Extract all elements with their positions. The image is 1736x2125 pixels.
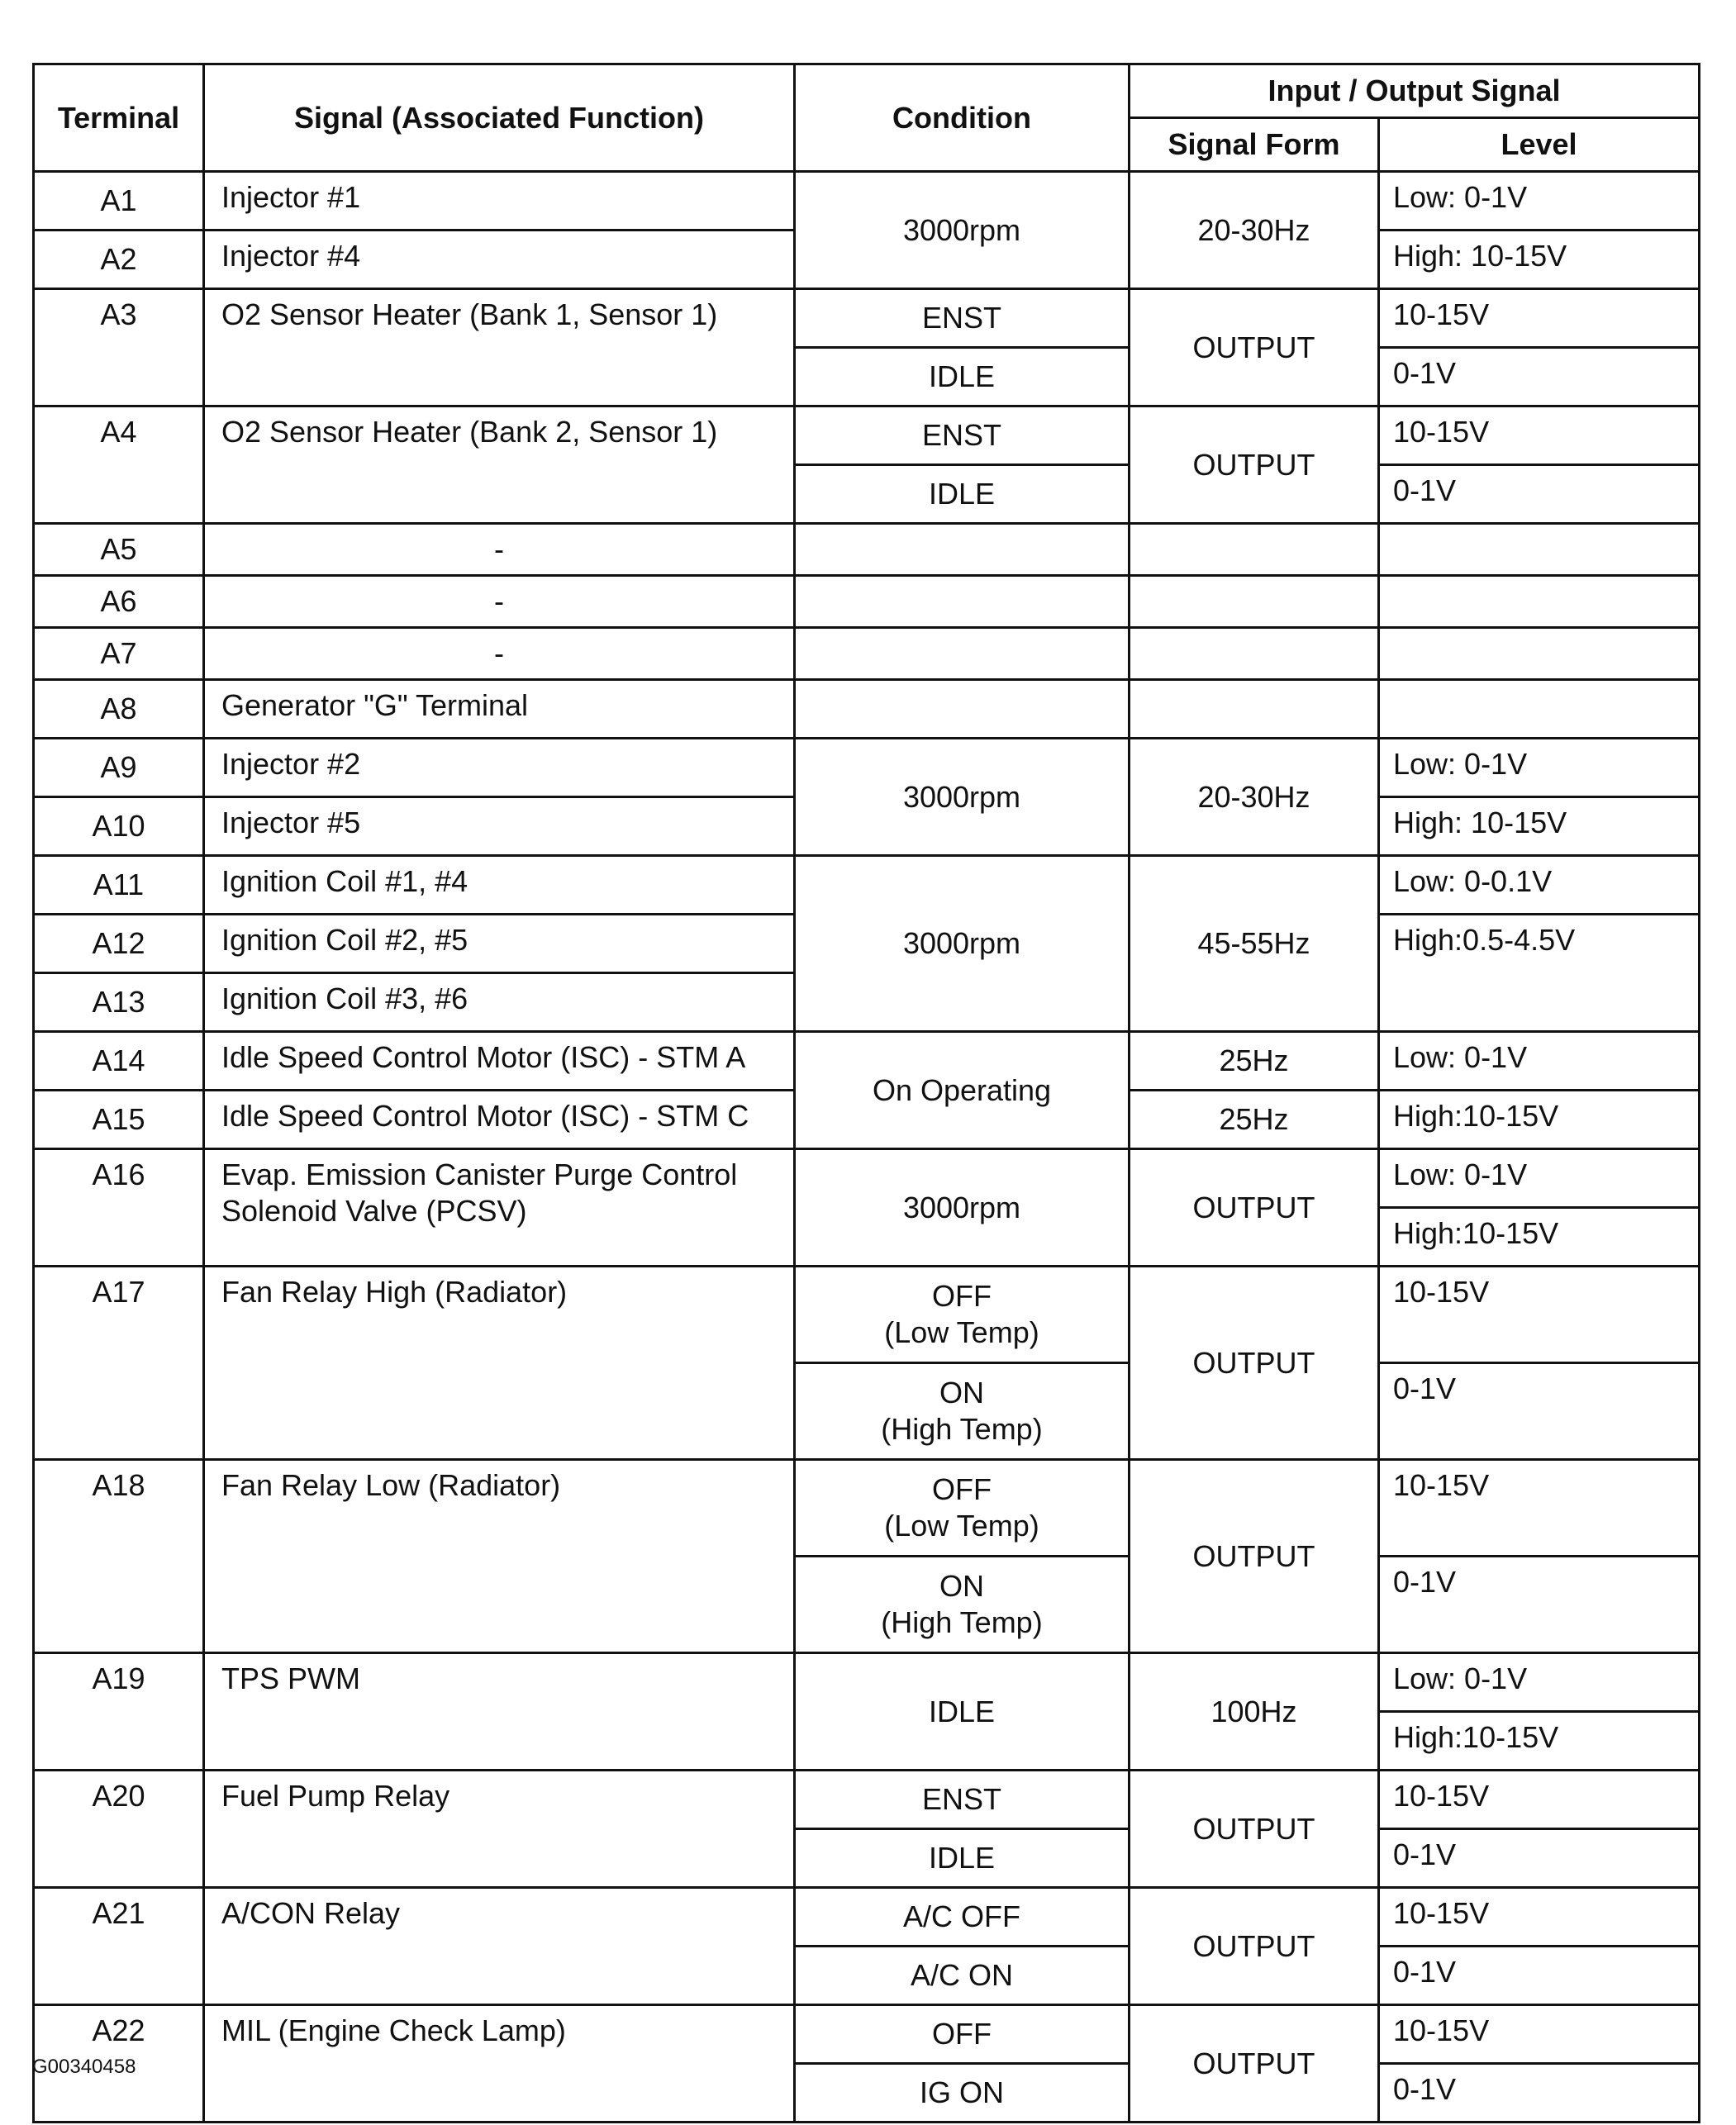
header-level: Level [1379,118,1700,172]
table-row [34,856,1700,915]
terminal-cell: A16 [34,1149,204,1267]
signal-form-cell [1130,680,1379,739]
table-row [34,289,1700,348]
condition-cell: 3000rpm [795,856,1130,1032]
level-cell: 10-15V [1379,1888,1700,1947]
terminal-cell: A6 [34,576,204,628]
level-cell: 0-1V [1379,348,1700,406]
level-cell: 0-1V [1379,2064,1700,2123]
condition-cell: A/C OFF [795,1888,1130,1947]
level-cell: High:10-15V [1379,1712,1700,1771]
signal-cell: Injector #1 [204,172,795,231]
signal-cell: - [204,524,795,576]
signal-form-cell: 100Hz [1130,1653,1379,1771]
terminal-cell: A1 [34,172,204,231]
condition-cell: IDLE [795,1829,1130,1888]
level-cell: 10-15V [1379,2005,1700,2064]
terminal-cell: A14 [34,1032,204,1091]
condition-cell [795,1557,1130,1653]
level-cell [1379,680,1700,739]
table-row [34,2005,1700,2064]
condition-line: OFF [932,1279,992,1313]
level-cell: 10-15V [1379,1771,1700,1829]
signal-cell [204,1149,795,1267]
signal-cell: Idle Speed Control Motor (ISC) - STM A [204,1032,795,1091]
condition-line: (High Temp) [881,1605,1043,1639]
condition-cell: ENST [795,406,1130,465]
terminal-cell: A20 [34,1771,204,1888]
level-cell [1379,524,1700,576]
terminal-cell: A19 [34,1653,204,1771]
signal-form-cell: OUTPUT [1130,1460,1379,1653]
table-row [34,1888,1700,1947]
header-io-signal: Input / Output Signal [1130,64,1700,118]
table-row [34,524,1700,576]
table-row [34,628,1700,680]
terminal-cell: A21 [34,1888,204,2005]
terminal-cell: A10 [34,797,204,856]
terminal-cell: A5 [34,524,204,576]
condition-cell: ENST [795,1771,1130,1829]
condition-cell: OFF [795,2005,1130,2064]
signal-form-cell: 45-55Hz [1130,856,1379,1032]
level-cell: High:0.5-4.5V [1379,915,1700,1032]
table-row [34,172,1700,231]
signal-cell: Ignition Coil #3, #6 [204,973,795,1032]
terminal-cell: A3 [34,289,204,406]
signal-form-cell: OUTPUT [1130,1771,1379,1888]
header-signal: Signal (Associated Function) [204,64,795,172]
signal-cell: TPS PWM [204,1653,795,1771]
terminal-cell: A17 [34,1267,204,1460]
condition-cell: 3000rpm [795,1149,1130,1267]
condition-line: ON [939,1376,984,1410]
signal-form-cell: OUTPUT [1130,289,1379,406]
terminal-cell: A12 [34,915,204,973]
signal-cell: Fan Relay Low (Radiator) [204,1460,795,1653]
condition-cell [795,680,1130,739]
level-cell: 0-1V [1379,1829,1700,1888]
signal-form-cell: OUTPUT [1130,1267,1379,1460]
condition-line: (Low Temp) [884,1315,1039,1349]
level-cell: 10-15V [1379,406,1700,465]
terminal-cell: A8 [34,680,204,739]
level-cell: 0-1V [1379,1363,1700,1460]
condition-cell: IDLE [795,465,1130,524]
level-cell: Low: 0-1V [1379,172,1700,231]
table-row [34,1653,1700,1712]
terminal-cell: A13 [34,973,204,1032]
level-cell: Low: 0-1V [1379,739,1700,797]
signal-cell: Fan Relay High (Radiator) [204,1267,795,1460]
signal-form-cell: 25Hz [1130,1091,1379,1149]
condition-cell: 3000rpm [795,172,1130,289]
terminal-signal-table-container [32,63,1698,2123]
signal-line: Evap. Emission Canister Purge Control [221,1158,738,1191]
condition-cell [795,576,1130,628]
signal-form-cell [1130,628,1379,680]
signal-form-cell: OUTPUT [1130,406,1379,524]
signal-cell: Fuel Pump Relay [204,1771,795,1888]
table-row [34,576,1700,628]
terminal-cell: A7 [34,628,204,680]
level-cell [1379,576,1700,628]
signal-form-cell: OUTPUT [1130,2005,1379,2123]
condition-cell [795,1267,1130,1363]
condition-line: (High Temp) [881,1412,1043,1446]
table-row [34,680,1700,739]
condition-cell: On Operating [795,1032,1130,1149]
signal-form-cell [1130,576,1379,628]
figure-id: G00340458 [32,2056,136,2078]
signal-cell: Ignition Coil #2, #5 [204,915,795,973]
signal-form-cell: 20-30Hz [1130,172,1379,289]
terminal-cell: A4 [34,406,204,524]
level-cell: 10-15V [1379,289,1700,348]
level-cell: 10-15V [1379,1267,1700,1363]
signal-form-cell: 25Hz [1130,1032,1379,1091]
terminal-cell: A22 [34,2005,204,2123]
signal-cell: Ignition Coil #1, #4 [204,856,795,915]
level-cell: 0-1V [1379,465,1700,524]
level-cell: High: 10-15V [1379,231,1700,289]
header-condition: Condition [795,64,1130,172]
signal-cell: Idle Speed Control Motor (ISC) - STM C [204,1091,795,1149]
condition-line: OFF [932,1472,992,1506]
table-row [34,1267,1700,1363]
header-terminal: Terminal [34,64,204,172]
level-cell: Low: 0-1V [1379,1149,1700,1208]
terminal-signal-table [32,63,1700,2123]
level-cell: 0-1V [1379,1557,1700,1653]
signal-form-cell: OUTPUT [1130,1149,1379,1267]
level-cell [1379,628,1700,680]
table-row [34,739,1700,797]
signal-cell: Injector #5 [204,797,795,856]
condition-cell: 3000rpm [795,739,1130,856]
condition-cell: IDLE [795,348,1130,406]
signal-line: Solenoid Valve (PCSV) [221,1194,527,1228]
level-cell: Low: 0-1V [1379,1032,1700,1091]
condition-cell: IG ON [795,2064,1130,2123]
signal-form-cell [1130,524,1379,576]
condition-cell [795,1460,1130,1557]
table-row [34,406,1700,465]
signal-cell: - [204,576,795,628]
level-cell: 0-1V [1379,1947,1700,2005]
signal-cell: Generator "G" Terminal [204,680,795,739]
condition-cell: ENST [795,289,1130,348]
condition-cell: IDLE [795,1653,1130,1771]
header-row [34,64,1700,118]
table-row [34,1149,1700,1208]
terminal-cell: A9 [34,739,204,797]
terminal-cell: A2 [34,231,204,289]
condition-cell: A/C ON [795,1947,1130,2005]
condition-line: (Low Temp) [884,1509,1039,1543]
header-signal-form: Signal Form [1130,118,1379,172]
signal-form-cell: 20-30Hz [1130,739,1379,856]
signal-cell: Injector #4 [204,231,795,289]
level-cell: 10-15V [1379,1460,1700,1557]
signal-cell: O2 Sensor Heater (Bank 2, Sensor 1) [204,406,795,524]
signal-cell: O2 Sensor Heater (Bank 1, Sensor 1) [204,289,795,406]
terminal-cell: A11 [34,856,204,915]
level-cell: Low: 0-1V [1379,1653,1700,1712]
condition-cell [795,628,1130,680]
signal-form-cell: OUTPUT [1130,1888,1379,2005]
condition-line: ON [939,1569,984,1603]
terminal-cell: A15 [34,1091,204,1149]
table-row [34,1771,1700,1829]
level-cell: High:10-15V [1379,1091,1700,1149]
table-row [34,1032,1700,1091]
level-cell: Low: 0-0.1V [1379,856,1700,915]
signal-cell: MIL (Engine Check Lamp) [204,2005,795,2123]
signal-cell: Injector #2 [204,739,795,797]
signal-cell: A/CON Relay [204,1888,795,2005]
table-row [34,1460,1700,1557]
terminal-cell: A18 [34,1460,204,1653]
level-cell: High:10-15V [1379,1208,1700,1267]
level-cell: High: 10-15V [1379,797,1700,856]
condition-cell [795,524,1130,576]
condition-cell [795,1363,1130,1460]
signal-cell: - [204,628,795,680]
